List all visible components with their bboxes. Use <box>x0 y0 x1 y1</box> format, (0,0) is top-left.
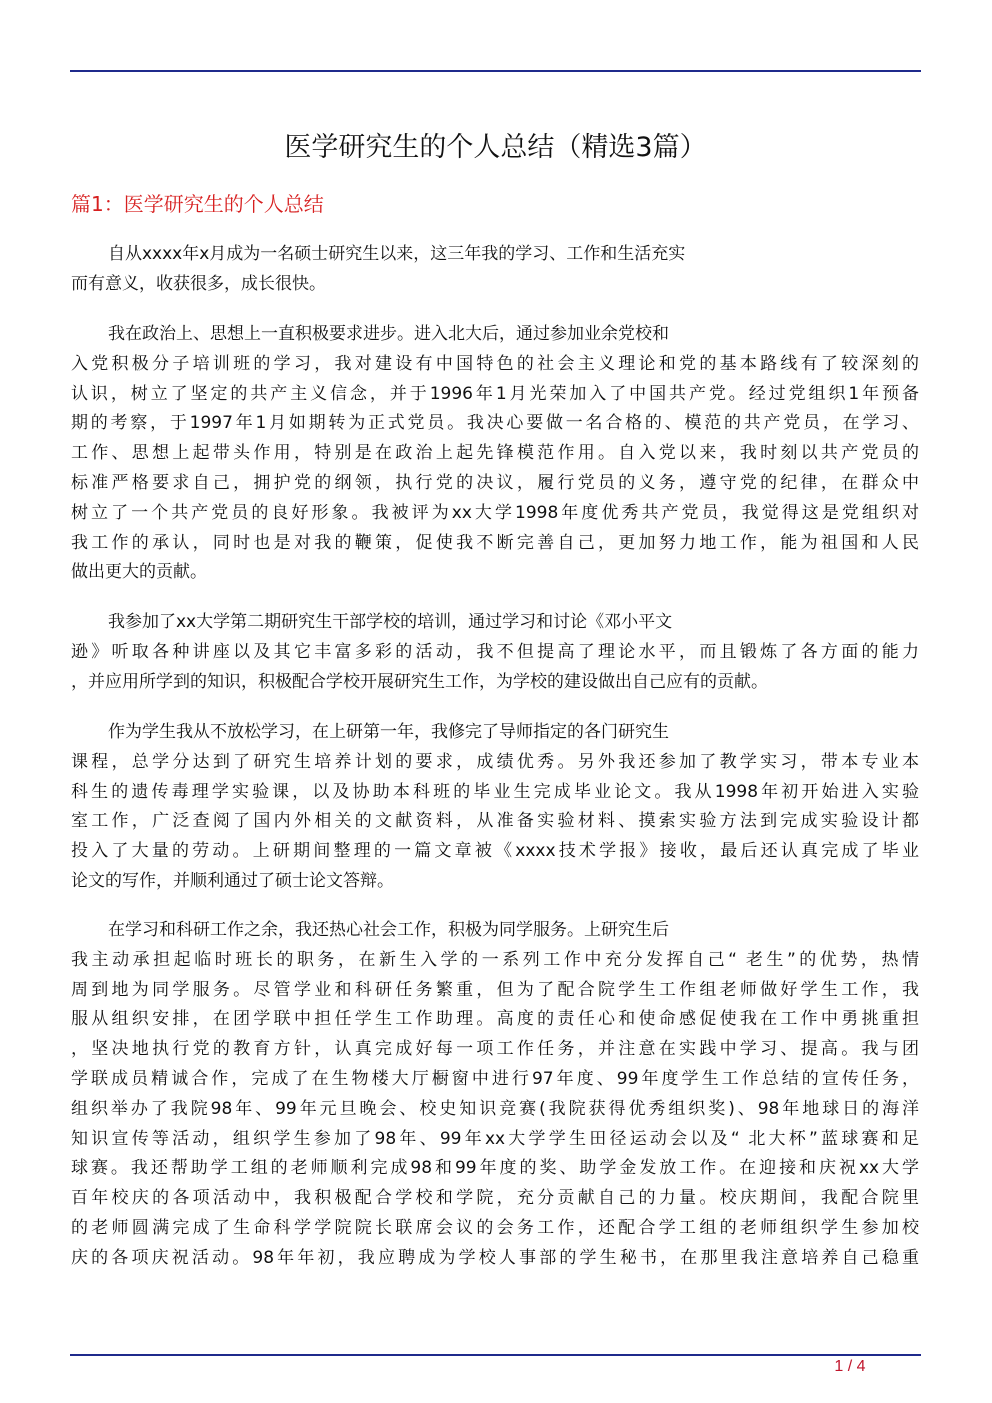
paragraph-line: 知识宣传等活动，组织学生参加了98年、99年xx大学学生田径运动会以及“ 北大杯”蓝球赛和足 <box>71 1128 919 1149</box>
section-heading: 篇1：医学研究生的个人总结 <box>71 192 324 216</box>
paragraph-line: 我参加了xx大学第二期研究生干部学校的培训，通过学习和讨论《邓小平文 <box>108 612 673 632</box>
paragraph-line: 作为学生我从不放松学习，在上研第一年，我修完了导师指定的各门研究生 <box>108 722 669 742</box>
document-title: 医学研究生的个人总结（精选3篇） <box>284 132 707 163</box>
paragraph-line: 科生的遗传毒理学实验课，以及协助本科班的毕业生完成毕业论文。我从1998年初开始进入实验 <box>71 781 919 802</box>
paragraph-3 <box>71 608 919 697</box>
paragraph-line: 服从组织安排，在团学联中担任学生工作助理。高度的责任心和使命感促使我在工作中勇挑重担 <box>71 1009 919 1030</box>
paragraph-line: 逊》听取各种讲座以及其它丰富多彩的活动，我不但提高了理论水平，而且锻炼了各方面的能力 <box>71 641 919 662</box>
paragraph-line: 认识，树立了坚定的共产主义信念，并于1996年1月光荣加入了中国共产党。经过党组织1年预备 <box>71 383 919 404</box>
paragraph-line: 入党积极分子培训班的学习，我对建设有中国特色的社会主义理论和党的基本路线有了较深刻的 <box>71 353 919 374</box>
paragraph-line: 我主动承担起临时班长的职务，在新生入学的一系列工作中充分发挥自己“ 老生”的优势，热情 <box>71 949 919 970</box>
header-rule <box>70 70 921 72</box>
paragraph-line: 期的考察，于1997年1月如期转为正式党员。我决心要做一名合格的、模范的共产党员，在学习、 <box>71 413 919 434</box>
paragraph-line: 组织举办了我院98年、99年元旦晚会、校史知识竞赛(我院获得优秀组织奖)、98年地球日的海洋 <box>71 1098 919 1119</box>
paragraph-line: 我工作的承认，同时也是对我的鞭策，促使我不断完善自己，更加努力地工作，能为祖国和人民 <box>71 532 919 553</box>
paragraph-line: 的老师圆满完成了生命科学学院院长联席会议的会务工作，还配合学工组的老师组织学生参加校 <box>71 1217 919 1238</box>
paragraph-line: 在学习和科研工作之余，我还热心社会工作，积极为同学服务。上研究生后 <box>108 920 669 940</box>
footer-rule <box>70 1354 921 1356</box>
paragraph-4 <box>71 718 919 897</box>
paragraph-line: 工作、思想上起带头作用，特别是在政治上起先锋模范作用。自入党以来，我时刻以共产党员的 <box>71 443 919 464</box>
paragraph-line: ，坚决地执行党的教育方针，认真完成好每一项工作任务，并注意在实践中学习、提高。我与团 <box>71 1039 919 1060</box>
paragraph-line: 课程，总学分达到了研究生培养计划的要求，成绩优秀。另外我还参加了教学实习，带本专业本 <box>71 751 919 772</box>
paragraph-line: 做出更大的贡献。 <box>71 562 207 583</box>
paragraph-line: 树立了一个共产党员的良好形象。我被评为xx大学1998年度优秀共产党员，我觉得这是党组织对 <box>71 502 919 523</box>
paragraph-line: 球赛。我还帮助学工组的老师顺利完成98和99年度的奖、助学金发放工作。在迎接和庆祝xx大学 <box>71 1158 919 1179</box>
paragraph-line: 室工作，广泛查阅了国内外相关的文献资料，从准备实验材料、摸索实验方法到完成实验设计都 <box>71 811 919 832</box>
paragraph-line: ，并应用所学到的知识，积极配合学校开展研究生工作，为学校的建设做出自己应有的贡献。 <box>71 671 768 692</box>
paragraph-1 <box>71 240 919 300</box>
paragraph-line: 庆的各项庆祝活动。98年年初，我应聘成为学校人事部的学生秘书，在那里我注意培养自己稳重 <box>71 1247 919 1268</box>
paragraph-line: 我在政治上、思想上一直积极要求进步。进入北大后，通过参加业余党校和 <box>108 324 669 344</box>
paragraph-line: 学联成员精诚合作，完成了在生物楼大厅橱窗中进行97年度、99年度学生工作总结的宣传任务， <box>71 1068 919 1089</box>
paragraph-line: 投入了大量的劳动。上研期间整理的一篇文章被《xxxx技术学报》接收，最后还认真完成了毕业 <box>71 841 919 862</box>
paragraph-line: 自从xxxx年x月成为一名硕士研究生以来，这三年我的学习、工作和生活充实 <box>108 244 686 264</box>
paragraph-5 <box>71 916 919 1274</box>
paragraph-2 <box>71 320 919 588</box>
page-number: 1 / 4 <box>834 1358 866 1375</box>
paragraph-line: 论文的写作，并顺利通过了硕士论文答辩。 <box>71 870 394 891</box>
paragraph-line: 而有意义，收获很多，成长很快。 <box>71 273 326 294</box>
paragraph-line: 百年校庆的各项活动中，我积极配合学校和学院，充分贡献自己的力量。校庆期间，我配合院里 <box>71 1188 919 1209</box>
paragraph-line: 周到地为同学服务。尽管学业和科研任务繁重，但为了配合院学生工作组老师做好学生工作，我 <box>71 979 919 1000</box>
paragraph-line: 标准严格要求自己，拥护党的纲领，执行党的决议，履行党员的义务，遵守党的纪律，在群众中 <box>71 472 919 493</box>
